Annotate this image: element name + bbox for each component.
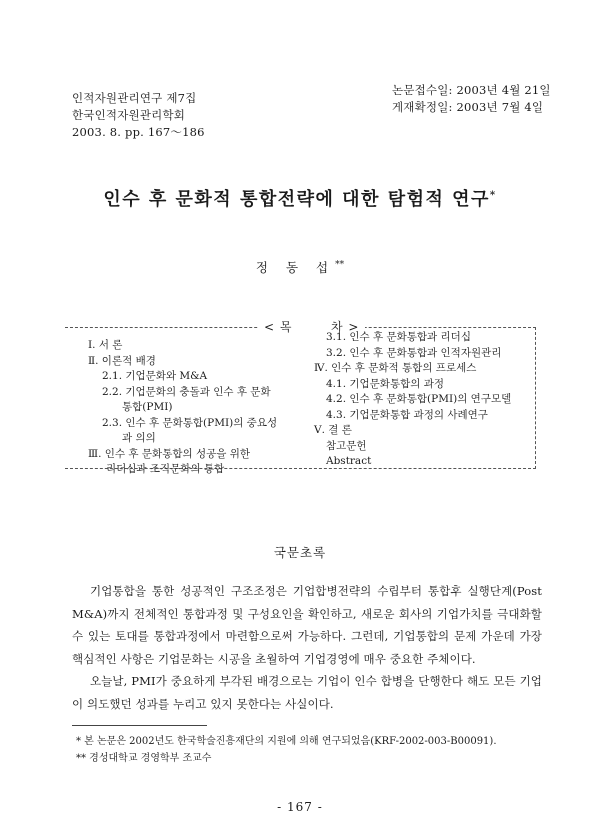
issue-pages: 2003. 8. pp. 167～186 <box>72 125 205 139</box>
toc-item: 참고문헌 <box>326 439 367 452</box>
abstract-heading: 국문초록 <box>273 545 327 560</box>
toc-item: 4.2. 인수 후 문화통합(PMI)의 연구모델 <box>326 393 512 405</box>
title-footnote-mark: * <box>489 190 497 201</box>
toc-item: 리더십과 조직문화의 통합 <box>106 463 225 475</box>
toc-item: 3.2. 인수 후 문화통합과 인적자원관리 <box>326 346 502 359</box>
toc-item: Ⅳ. 인수 후 문화적 통합의 프로세스 <box>314 362 477 374</box>
toc-item: 통합(PMI) <box>122 401 173 413</box>
paper-title-text: 인수 후 문화적 통합전략에 대한 탐험적 연구 <box>103 189 490 210</box>
toc-item: Abstract <box>326 455 372 467</box>
toc-item: Ⅲ. 인수 후 문화통합의 성공을 위한 <box>88 447 251 460</box>
accepted-date: 게재확정일: 2003년 7월 4일 <box>392 100 544 114</box>
toc-item: 2.3. 인수 후 문화통합(PMI)의 중요성 <box>102 416 278 429</box>
toc-left-column <box>88 338 277 478</box>
toc-item: 4.1. 기업문화통합의 과정 <box>326 377 444 390</box>
toc-item: 3.1. 인수 후 문화통합과 리더십 <box>326 331 471 343</box>
toc-right-column <box>314 330 511 470</box>
footnote: * 본 논문은 2002년도 한국학술진흥재단의 지원에 의해 연구되었음(KRF-2002-003-B00091). <box>76 736 497 747</box>
toc-item: 4.3. 기업문화통합 과정의 사례연구 <box>326 408 488 421</box>
society-name: 한국인적자원관리학회 <box>72 108 186 122</box>
author-footnote-mark: ** <box>335 259 345 270</box>
toc-item: 2.2. 기업문화의 충돌과 인수 후 문화 <box>102 385 271 398</box>
submission-dates <box>392 82 551 116</box>
footnotes <box>76 733 497 767</box>
toc-item: 과 의의 <box>122 432 156 444</box>
abstract-body <box>72 580 542 715</box>
toc-item: Ⅴ. 결 론 <box>314 424 352 436</box>
footnote: ** 경성대학교 경영학부 조교수 <box>76 753 212 764</box>
abstract-paragraph: 기업통합을 통한 성공적인 구조조정은 기업합병전략의 수립부터 통합후 실행단계(Post M&A)까지 전체적인 통합과정 및 구성요인을 확인하고, 새로운 회사의 기업가치를 극대화할 수 있는 토대를 통합과정에서 마련함으로써 가능하다. 그런데, 기업통합의 문제 가운데 가장 핵심적인 사항은 기업문화는 시공을 초월하여 기업경영에 매우 중요한 주체이다. <box>72 584 542 666</box>
toc-item: 2.1. 기업문화와 M&A <box>102 370 208 382</box>
author-name: 정 동 섭 <box>255 260 336 275</box>
received-date: 논문접수일: 2003년 4월 21일 <box>392 83 551 97</box>
toc-item: Ⅱ. 이론적 배경 <box>88 354 156 367</box>
author <box>0 258 600 276</box>
toc-heading: < 목 차 > <box>258 318 365 335</box>
journal-info <box>72 90 205 141</box>
footnote-divider <box>72 725 207 726</box>
page-number: - 167 - <box>277 800 323 814</box>
paper-title <box>0 185 600 211</box>
journal-name: 인적자원관리연구 제7집 <box>72 91 197 105</box>
toc-item: Ⅰ. 서 론 <box>88 339 123 351</box>
abstract-paragraph: 오늘날, PMI가 중요하게 부각된 배경으로는 기업이 인수 합병을 단행한다 해도 모든 기업이 의도했던 성과를 누리고 있지 못한다는 사실이다. <box>72 674 542 711</box>
